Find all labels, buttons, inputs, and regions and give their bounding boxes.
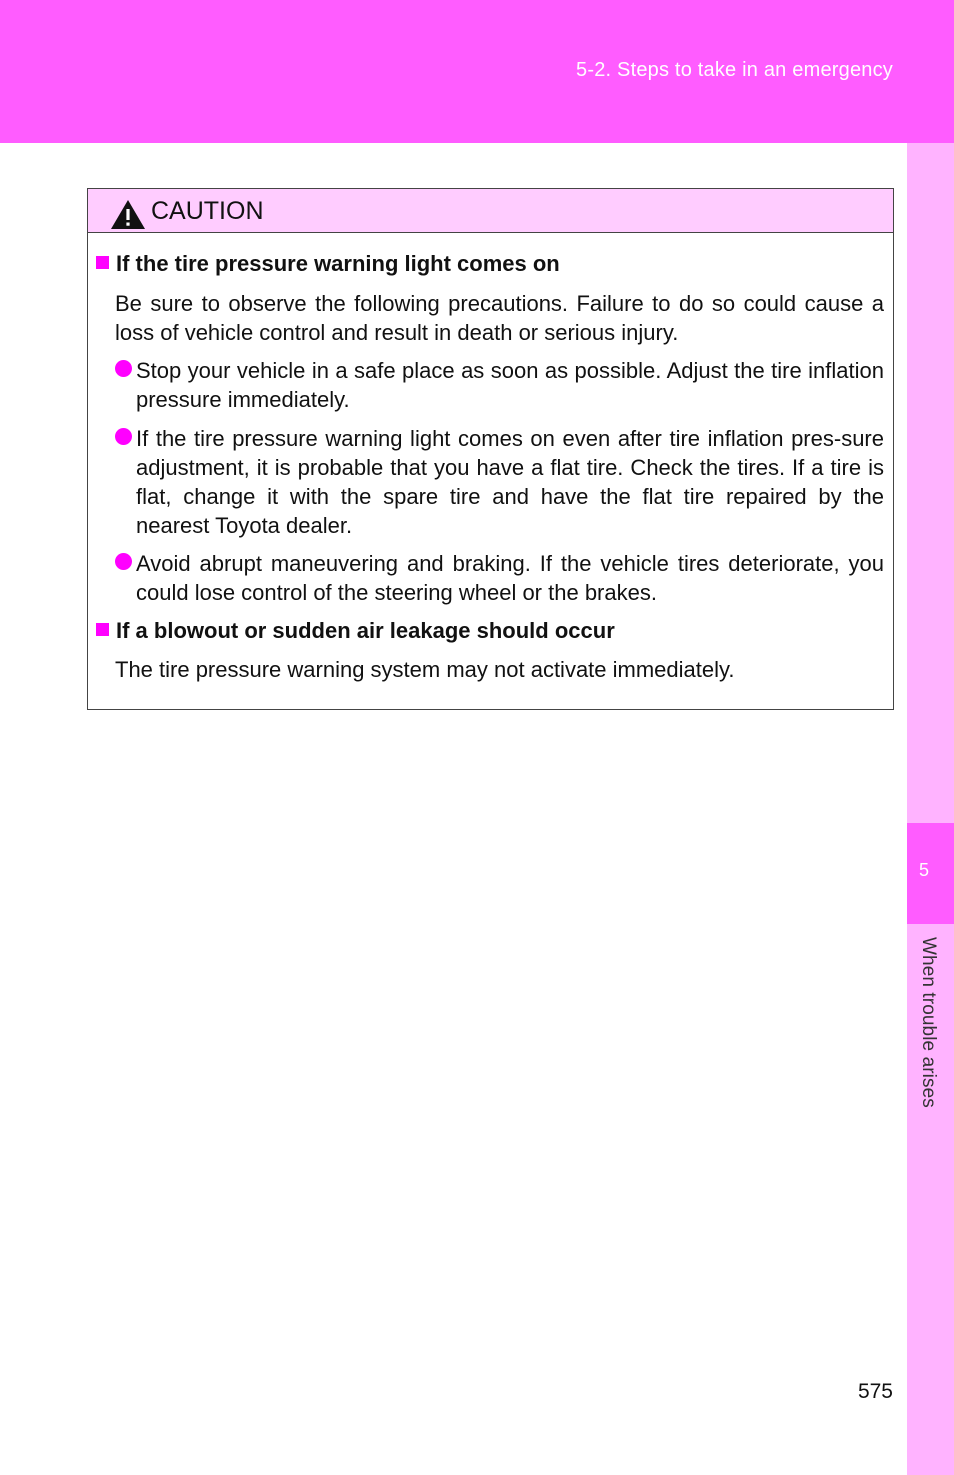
list-item-text: If the tire pressure warning light comes on even after tire inflation pres-sure adjustment, it is probable that you have a flat tire. Check the tires. If a tire is flat, change it with the spare tire and have the flat tire repaired by the nearest Toyota dealer.	[136, 426, 884, 538]
caution-title: CAUTION	[151, 197, 264, 225]
square-bullet-icon	[96, 623, 109, 636]
section-intro: Be sure to observe the following precautions. Failure to do so could cause a loss of vehicle control and result in death or serious injury.	[115, 291, 884, 345]
square-bullet-icon	[96, 256, 109, 269]
side-strip	[907, 143, 954, 1475]
section-intro: The tire pressure warning system may not activate immediately.	[115, 657, 735, 682]
warning-triangle-icon	[110, 199, 146, 230]
list-item	[115, 549, 884, 607]
circle-bullet-icon	[115, 428, 132, 445]
list-item-text: Avoid abrupt maneuvering and braking. If the vehicle tires deteriorate, you could lose control of the steering wheel or the brakes.	[136, 551, 884, 605]
list-item	[115, 424, 884, 540]
section-heading	[96, 618, 615, 644]
list-item	[115, 356, 884, 414]
section-heading	[96, 251, 560, 277]
circle-bullet-icon	[115, 360, 132, 377]
section-title: 5-2. Steps to take in an emergency	[576, 59, 893, 81]
caution-header	[88, 189, 893, 233]
chapter-number: 5	[918, 860, 929, 880]
caution-box	[87, 188, 894, 710]
section-heading-text: If the tire pressure warning light comes on	[116, 251, 560, 276]
chapter-tab	[907, 823, 954, 924]
list-item-text: Stop your vehicle in a safe place as soon as possible. Adjust the tire inflation pressure immediately.	[136, 358, 884, 412]
chapter-title: When trouble arises	[918, 937, 939, 1108]
section-heading-text: If a blowout or sudden air leakage should occur	[116, 618, 615, 643]
page-number: 575	[857, 1380, 893, 1403]
circle-bullet-icon	[115, 553, 132, 570]
